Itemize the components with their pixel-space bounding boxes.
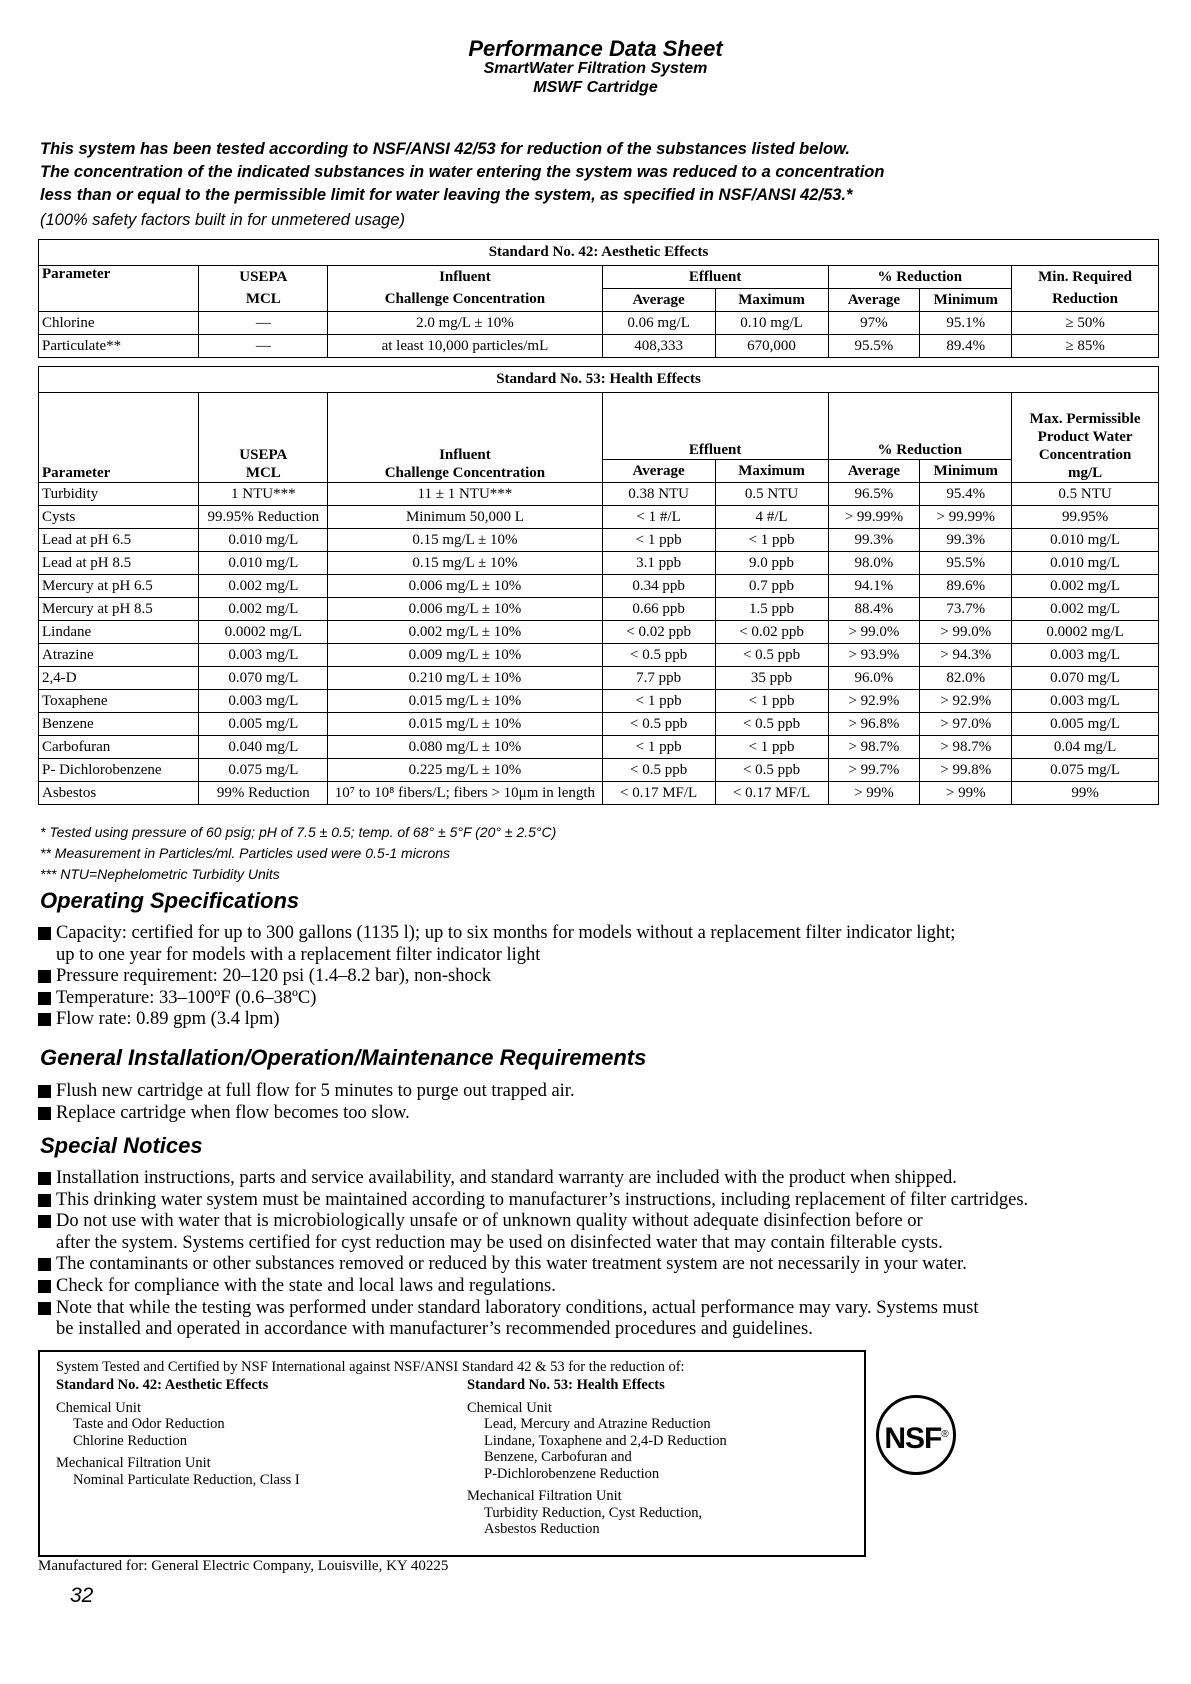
special-notices-heading: Special Notices: [40, 1133, 203, 1158]
bullet-text: Note that while the testing was performed under standard laboratory conditions, actual performance may vary. Systems must: [56, 1297, 979, 1318]
reduction-average-cell: 96.0%: [828, 667, 920, 690]
table-row: [39, 644, 1159, 667]
unit-item: Nominal Particulate Reduction, Class I: [73, 1471, 300, 1488]
unit-item: Lindane, Toxaphene and 2,4-D Reduction: [484, 1432, 727, 1449]
limit-cell: 0.005 mg/L: [1012, 713, 1159, 736]
reduction-minimum-cell: > 98.7%: [920, 736, 1012, 759]
bullet-item: [38, 966, 955, 988]
bullet-item: [38, 1081, 575, 1103]
footnote: * Tested using pressure of 60 psig; pH of 7.5 ± 0.5; temp. of 68° ± 5°F (20° ± 2.5°C): [40, 824, 557, 840]
influent-cell: 0.080 mg/L ± 10%: [328, 736, 602, 759]
effluent-average-cell: < 0.5 ppb: [602, 759, 715, 782]
bullet-text: Flush new cartridge at full flow for 5 minutes to purge out trapped air.: [56, 1081, 575, 1101]
influent-cell: 0.006 mg/L ± 10%: [328, 575, 602, 598]
mcl-cell: 0.010 mg/L: [199, 552, 328, 575]
bullet-text: Pressure requirement: 20–120 psi (1.4–8.2 bar), non-shock: [56, 966, 492, 987]
reduction-average-cell: 94.1%: [828, 575, 920, 598]
effluent-average-cell: 0.06 mg/L: [602, 312, 715, 335]
bullet-item: [38, 1168, 1028, 1190]
parameter-cell: Carbofuran: [39, 736, 199, 759]
table-row: [39, 690, 1159, 713]
mcl-cell: 0.002 mg/L: [199, 575, 328, 598]
effluent-average-cell: 408,333: [602, 335, 715, 358]
influent-cell: 11 ± 1 NTU***: [328, 483, 602, 506]
effluent-maximum-cell: < 0.02 ppb: [715, 621, 828, 644]
reduction-average-cell: > 96.8%: [828, 713, 920, 736]
mcl-cell: 0.003 mg/L: [199, 690, 328, 713]
limit-cell: ≥ 50%: [1012, 312, 1159, 335]
bullet-item: [38, 1254, 1028, 1276]
parameter-cell: Lead at pH 6.5: [39, 529, 199, 552]
nsf-logo-icon: [876, 1395, 956, 1475]
bullet-text: Check for compliance with the state and local laws and regulations.: [56, 1275, 556, 1296]
limit-cell: 0.003 mg/L: [1012, 644, 1159, 667]
parameter-cell: Benzene: [39, 713, 199, 736]
col-header-min-reduction: Reduction: [1012, 289, 1159, 312]
effluent-average-cell: < 1 ppb: [602, 690, 715, 713]
bullet-item: [38, 988, 955, 1010]
parameter-cell: Atrazine: [39, 644, 199, 667]
table-row: [39, 667, 1159, 690]
col-header-effluent: Effluent: [602, 266, 828, 289]
square-bullet-icon: [38, 992, 51, 1005]
col-header-challenge: Challenge Concentration: [384, 465, 546, 481]
col-header-min-required: Min. Required: [1012, 266, 1159, 289]
reduction-average-cell: 97%: [828, 312, 920, 335]
limit-cell: 0.070 mg/L: [1012, 667, 1159, 690]
effluent-average-cell: < 0.02 ppb: [602, 621, 715, 644]
reduction-minimum-cell: 82.0%: [920, 667, 1012, 690]
footnote: *** NTU=Nephelometric Turbidity Units: [40, 866, 280, 882]
bullet-item: [38, 1009, 955, 1031]
influent-cell: 0.015 mg/L ± 10%: [328, 713, 602, 736]
unit-label: Chemical Unit: [56, 1399, 141, 1416]
reduction-average-cell: 95.5%: [828, 335, 920, 358]
influent-cell: 2.0 mg/L ± 10%: [328, 312, 602, 335]
table-caption: Standard No. 53: Health Effects: [39, 367, 1159, 393]
col-header-red-minimum: Minimum: [920, 460, 1012, 483]
square-bullet-icon: [38, 970, 51, 983]
table-row: [39, 529, 1159, 552]
col-header-max-line: mg/L: [1068, 465, 1103, 481]
bullet-item: [38, 1190, 1028, 1212]
effluent-average-cell: < 1 ppb: [602, 736, 715, 759]
reduction-average-cell: > 99.7%: [828, 759, 920, 782]
effluent-maximum-cell: 0.5 NTU: [715, 483, 828, 506]
parameter-cell: 2,4-D: [39, 667, 199, 690]
reduction-minimum-cell: > 94.3%: [920, 644, 1012, 667]
effluent-average-cell: 0.38 NTU: [602, 483, 715, 506]
effluent-average-cell: 7.7 ppb: [602, 667, 715, 690]
square-bullet-icon: [38, 1258, 51, 1271]
effluent-maximum-cell: < 0.5 ppb: [715, 713, 828, 736]
effluent-maximum-cell: < 1 ppb: [715, 736, 828, 759]
table-row: [39, 598, 1159, 621]
influent-cell: 0.009 mg/L ± 10%: [328, 644, 602, 667]
table-row: [39, 483, 1159, 506]
parameter-cell: Lead at pH 8.5: [39, 552, 199, 575]
table-row: [39, 575, 1159, 598]
col-header-max-line: Product Water: [1037, 429, 1133, 445]
bullet-text: after the system. Systems certified for cyst reduction may be used on disinfected water that may contain filterable cysts.: [56, 1232, 943, 1253]
col-header-max-line: Max. Permissible: [1029, 411, 1141, 427]
col-header-red-minimum: Minimum: [920, 289, 1012, 312]
square-bullet-icon: [38, 1215, 51, 1228]
reduction-minimum-cell: 95.1%: [920, 312, 1012, 335]
square-bullet-icon: [38, 1085, 51, 1098]
influent-cell: 0.15 mg/L ± 10%: [328, 552, 602, 575]
bullet-text: Installation instructions, parts and service availability, and standard warranty are included with the product when shipped.: [56, 1168, 957, 1188]
bullet-text: Do not use with water that is microbiologically unsafe or of unknown quality without adequate disinfection before or: [56, 1211, 923, 1232]
table-row: [39, 621, 1159, 644]
table-row: [39, 312, 1159, 335]
bullet-text: up to one year for models with a replacement filter indicator light: [56, 944, 541, 965]
reduction-average-cell: 98.0%: [828, 552, 920, 575]
reduction-minimum-cell: > 99.8%: [920, 759, 1012, 782]
unit-label: Mechanical Filtration Unit: [56, 1455, 211, 1471]
parameter-cell: Asbestos: [39, 782, 199, 805]
limit-cell: 0.003 mg/L: [1012, 690, 1159, 713]
footnote: ** Measurement in Particles/ml. Particles used were 0.5-1 microns: [40, 845, 451, 861]
col-header-reduction: % Reduction: [828, 266, 1012, 289]
effluent-average-cell: 0.34 ppb: [602, 575, 715, 598]
square-bullet-icon: [38, 1107, 51, 1120]
operating-specs-list: [38, 923, 955, 1031]
reduction-average-cell: > 93.9%: [828, 644, 920, 667]
bullet-text: The contaminants or other substances removed or reduced by this water treatment system are not necessarily in your water.: [56, 1254, 967, 1275]
limit-cell: 0.0002 mg/L: [1012, 621, 1159, 644]
col-header-mcl: MCL: [199, 289, 328, 312]
effluent-maximum-cell: 670,000: [715, 335, 828, 358]
effluent-maximum-cell: < 0.17 MF/L: [715, 782, 828, 805]
reduction-minimum-cell: 99.3%: [920, 529, 1012, 552]
general-requirements-heading: General Installation/Operation/Maintenance Requirements: [40, 1045, 647, 1070]
reduction-minimum-cell: 95.5%: [920, 552, 1012, 575]
reduction-average-cell: > 99.99%: [828, 506, 920, 529]
limit-cell: 0.04 mg/L: [1012, 736, 1159, 759]
col-header-eff-average: Average: [602, 289, 715, 312]
standard-53-table: [38, 366, 1159, 805]
mcl-cell: 0.0002 mg/L: [199, 621, 328, 644]
intro-line: less than or equal to the permissible limit for water leaving the system, as specified in NSF/ANSI 42/53.*: [40, 186, 853, 204]
table-row: [39, 552, 1159, 575]
influent-cell: Minimum 50,000 L: [328, 506, 602, 529]
parameter-cell: P- Dichlorobenzene: [39, 759, 199, 782]
influent-cell: 0.225 mg/L ± 10%: [328, 759, 602, 782]
influent-cell: 0.210 mg/L ± 10%: [328, 667, 602, 690]
effluent-average-cell: < 0.5 ppb: [602, 713, 715, 736]
effluent-maximum-cell: 9.0 ppb: [715, 552, 828, 575]
reduction-average-cell: > 99.0%: [828, 621, 920, 644]
influent-cell: 0.002 mg/L ± 10%: [328, 621, 602, 644]
col-header-eff-maximum: Maximum: [715, 289, 828, 312]
page-title: Performance Data Sheet: [468, 36, 723, 61]
bullet-item: [38, 923, 955, 966]
square-bullet-icon: [38, 1172, 51, 1185]
col-header-usepa: USEPA: [239, 447, 288, 463]
col-header-eff-average: Average: [602, 460, 715, 483]
registered-mark: ®: [941, 1429, 948, 1440]
mcl-cell: 1 NTU***: [199, 483, 328, 506]
limit-cell: 0.075 mg/L: [1012, 759, 1159, 782]
unit-item: P-Dichlorobenzene Reduction: [484, 1465, 660, 1482]
bullet-text: This drinking water system must be maintained according to manufacturer’s instructions, including replacement of filter cartridges.: [56, 1189, 1029, 1210]
mcl-cell: 0.010 mg/L: [199, 529, 328, 552]
mcl-cell: —: [199, 312, 328, 335]
bullet-text: Replace cartridge when flow becomes too slow.: [56, 1102, 410, 1123]
effluent-maximum-cell: 0.10 mg/L: [715, 312, 828, 335]
limit-cell: ≥ 85%: [1012, 335, 1159, 358]
footnotes: [40, 822, 556, 885]
certification-box: [38, 1350, 866, 1557]
limit-cell: 99.95%: [1012, 506, 1159, 529]
col-header-red-average: Average: [828, 289, 920, 312]
certification-standard-53: [467, 1377, 727, 1538]
unit-label: Chemical Unit: [467, 1399, 552, 1416]
effluent-average-cell: < 1 #/L: [602, 506, 715, 529]
col-header-influent: Influent: [328, 266, 602, 289]
reduction-minimum-cell: > 99.0%: [920, 621, 1012, 644]
standard-42-table: [38, 239, 1159, 358]
unit-label: Mechanical Filtration Unit: [467, 1488, 622, 1504]
influent-cell: 10⁷ to 10⁸ fibers/L; fibers > 10μm in length: [328, 782, 602, 805]
bullet-text: Capacity: certified for up to 300 gallons (1135 l); up to six months for models without a replacement filter indicator light;: [56, 923, 956, 943]
table-row: [39, 759, 1159, 782]
operating-specs-heading: Operating Specifications: [40, 888, 300, 913]
effluent-average-cell: < 0.17 MF/L: [602, 782, 715, 805]
unit-item: Asbestos Reduction: [484, 1521, 600, 1537]
col-header-influent-challenge: [328, 393, 602, 483]
unit-item: Taste and Odor Reduction: [73, 1416, 225, 1432]
table-caption: Standard No. 42: Aesthetic Effects: [39, 240, 1159, 266]
square-bullet-icon: [38, 1013, 51, 1026]
certification-standard-42: [56, 1377, 300, 1488]
manufacturer-note: Manufactured for: General Electric Company, Louisville, KY 40225: [38, 1558, 449, 1574]
effluent-maximum-cell: 35 ppb: [715, 667, 828, 690]
col-header-mcl: MCL: [245, 465, 281, 481]
unit-item: Lead, Mercury and Atrazine Reduction: [484, 1416, 711, 1432]
bullet-text: be installed and operated in accordance with manufacturer’s recommended procedures and guidelines.: [56, 1319, 813, 1340]
bullet-text: Flow rate: 0.89 gpm (3.4 lpm): [56, 1009, 280, 1030]
mcl-cell: 99% Reduction: [199, 782, 328, 805]
bullet-item: [38, 1298, 1028, 1341]
effluent-maximum-cell: 4 #/L: [715, 506, 828, 529]
limit-cell: 0.5 NTU: [1012, 483, 1159, 506]
parameter-cell: Cysts: [39, 506, 199, 529]
square-bullet-icon: [38, 927, 51, 940]
mcl-cell: —: [199, 335, 328, 358]
col-header-usepa-mcl: [199, 393, 328, 483]
subtitle-cartridge: MSWF Cartridge: [533, 79, 658, 96]
parameter-cell: Lindane: [39, 621, 199, 644]
parameter-cell: Toxaphene: [39, 690, 199, 713]
col-header-effluent: Effluent: [602, 393, 828, 460]
intro-line: This system has been tested according to NSF/ANSI 42/53 for reduction of the substances listed below.: [40, 140, 850, 158]
parameter-cell: Turbidity: [39, 483, 199, 506]
effluent-average-cell: < 1 ppb: [602, 529, 715, 552]
parameter-cell: Mercury at pH 8.5: [39, 598, 199, 621]
mcl-cell: 0.003 mg/L: [199, 644, 328, 667]
col-header-parameter: Parameter: [39, 266, 199, 312]
parameter-cell: Particulate**: [39, 335, 199, 358]
square-bullet-icon: [38, 1302, 51, 1315]
nsf-logo-text: NSF: [884, 1422, 942, 1455]
bullet-text: Temperature: 33–100ºF (0.6–38ºC): [56, 987, 317, 1008]
effluent-average-cell: 0.66 ppb: [602, 598, 715, 621]
reduction-minimum-cell: > 99.99%: [920, 506, 1012, 529]
table-row: [39, 713, 1159, 736]
col-header-red-average: Average: [828, 460, 920, 483]
table-row: [39, 736, 1159, 759]
mcl-cell: 0.002 mg/L: [199, 598, 328, 621]
reduction-average-cell: 88.4%: [828, 598, 920, 621]
influent-cell: 0.15 mg/L ± 10%: [328, 529, 602, 552]
limit-cell: 99%: [1012, 782, 1159, 805]
certification-intro: System Tested and Certified by NSF International against NSF/ANSI Standard 42 & 53 for the reduction of:: [56, 1359, 685, 1375]
mcl-cell: 99.95% Reduction: [199, 506, 328, 529]
reduction-average-cell: 96.5%: [828, 483, 920, 506]
reduction-average-cell: 99.3%: [828, 529, 920, 552]
certification-heading: Standard No. 42: Aesthetic Effects: [56, 1377, 269, 1393]
square-bullet-icon: [38, 1280, 51, 1293]
limit-cell: 0.010 mg/L: [1012, 552, 1159, 575]
effluent-maximum-cell: < 1 ppb: [715, 529, 828, 552]
reduction-average-cell: > 98.7%: [828, 736, 920, 759]
reduction-minimum-cell: > 99%: [920, 782, 1012, 805]
reduction-minimum-cell: > 97.0%: [920, 713, 1012, 736]
effluent-maximum-cell: 0.7 ppb: [715, 575, 828, 598]
limit-cell: 0.002 mg/L: [1012, 575, 1159, 598]
table-body: [39, 312, 1159, 358]
certification-heading: Standard No. 53: Health Effects: [467, 1377, 665, 1393]
intro-line: The concentration of the indicated substances in water entering the system was reduced to a concentration: [40, 163, 885, 181]
reduction-minimum-cell: 89.6%: [920, 575, 1012, 598]
intro-statement: [40, 138, 1140, 207]
reduction-minimum-cell: 73.7%: [920, 598, 1012, 621]
effluent-average-cell: 3.1 ppb: [602, 552, 715, 575]
reduction-average-cell: > 92.9%: [828, 690, 920, 713]
col-header-challenge: Challenge Concentration: [328, 289, 602, 312]
unit-item: Benzene, Carbofuran and: [484, 1449, 632, 1465]
subtitle-system: SmartWater Filtration System: [483, 60, 708, 77]
special-notices-list: [38, 1168, 1028, 1341]
effluent-maximum-cell: 1.5 ppb: [715, 598, 828, 621]
effluent-average-cell: < 0.5 ppb: [602, 644, 715, 667]
bullet-item: [38, 1211, 1028, 1254]
effluent-maximum-cell: < 0.5 ppb: [715, 759, 828, 782]
mcl-cell: 0.005 mg/L: [199, 713, 328, 736]
bullet-item: [38, 1276, 1028, 1298]
col-header-max-line: Concentration: [1038, 447, 1132, 463]
mcl-cell: 0.075 mg/L: [199, 759, 328, 782]
effluent-maximum-cell: < 1 ppb: [715, 690, 828, 713]
reduction-minimum-cell: 95.4%: [920, 483, 1012, 506]
effluent-maximum-cell: < 0.5 ppb: [715, 644, 828, 667]
general-requirements-list: [38, 1081, 575, 1124]
table-row: [39, 506, 1159, 529]
limit-cell: 0.010 mg/L: [1012, 529, 1159, 552]
col-header-parameter: Parameter: [39, 393, 199, 483]
limit-cell: 0.002 mg/L: [1012, 598, 1159, 621]
mcl-cell: 0.070 mg/L: [199, 667, 328, 690]
unit-item: Chlorine Reduction: [73, 1432, 187, 1449]
col-header-usepa: USEPA: [199, 266, 328, 289]
parameter-cell: Mercury at pH 6.5: [39, 575, 199, 598]
reduction-minimum-cell: 89.4%: [920, 335, 1012, 358]
col-header-reduction: % Reduction: [828, 393, 1012, 460]
influent-cell: at least 10,000 particles/mL: [328, 335, 602, 358]
table-row: [39, 335, 1159, 358]
parameter-cell: Chlorine: [39, 312, 199, 335]
page-number: 32: [70, 1584, 94, 1607]
bullet-item: [38, 1103, 575, 1125]
table-row: [39, 782, 1159, 805]
influent-cell: 0.006 mg/L ± 10%: [328, 598, 602, 621]
reduction-minimum-cell: > 92.9%: [920, 690, 1012, 713]
col-header-max-permissible: [1012, 393, 1159, 483]
unit-item: Turbidity Reduction, Cyst Reduction,: [484, 1504, 703, 1521]
col-header-eff-maximum: Maximum: [715, 460, 828, 483]
table-body: [39, 483, 1159, 805]
col-header-influent: Influent: [439, 447, 491, 463]
reduction-average-cell: > 99%: [828, 782, 920, 805]
safety-note: (100% safety factors built in for unmetered usage): [40, 211, 406, 229]
influent-cell: 0.015 mg/L ± 10%: [328, 690, 602, 713]
square-bullet-icon: [38, 1194, 51, 1207]
mcl-cell: 0.040 mg/L: [199, 736, 328, 759]
